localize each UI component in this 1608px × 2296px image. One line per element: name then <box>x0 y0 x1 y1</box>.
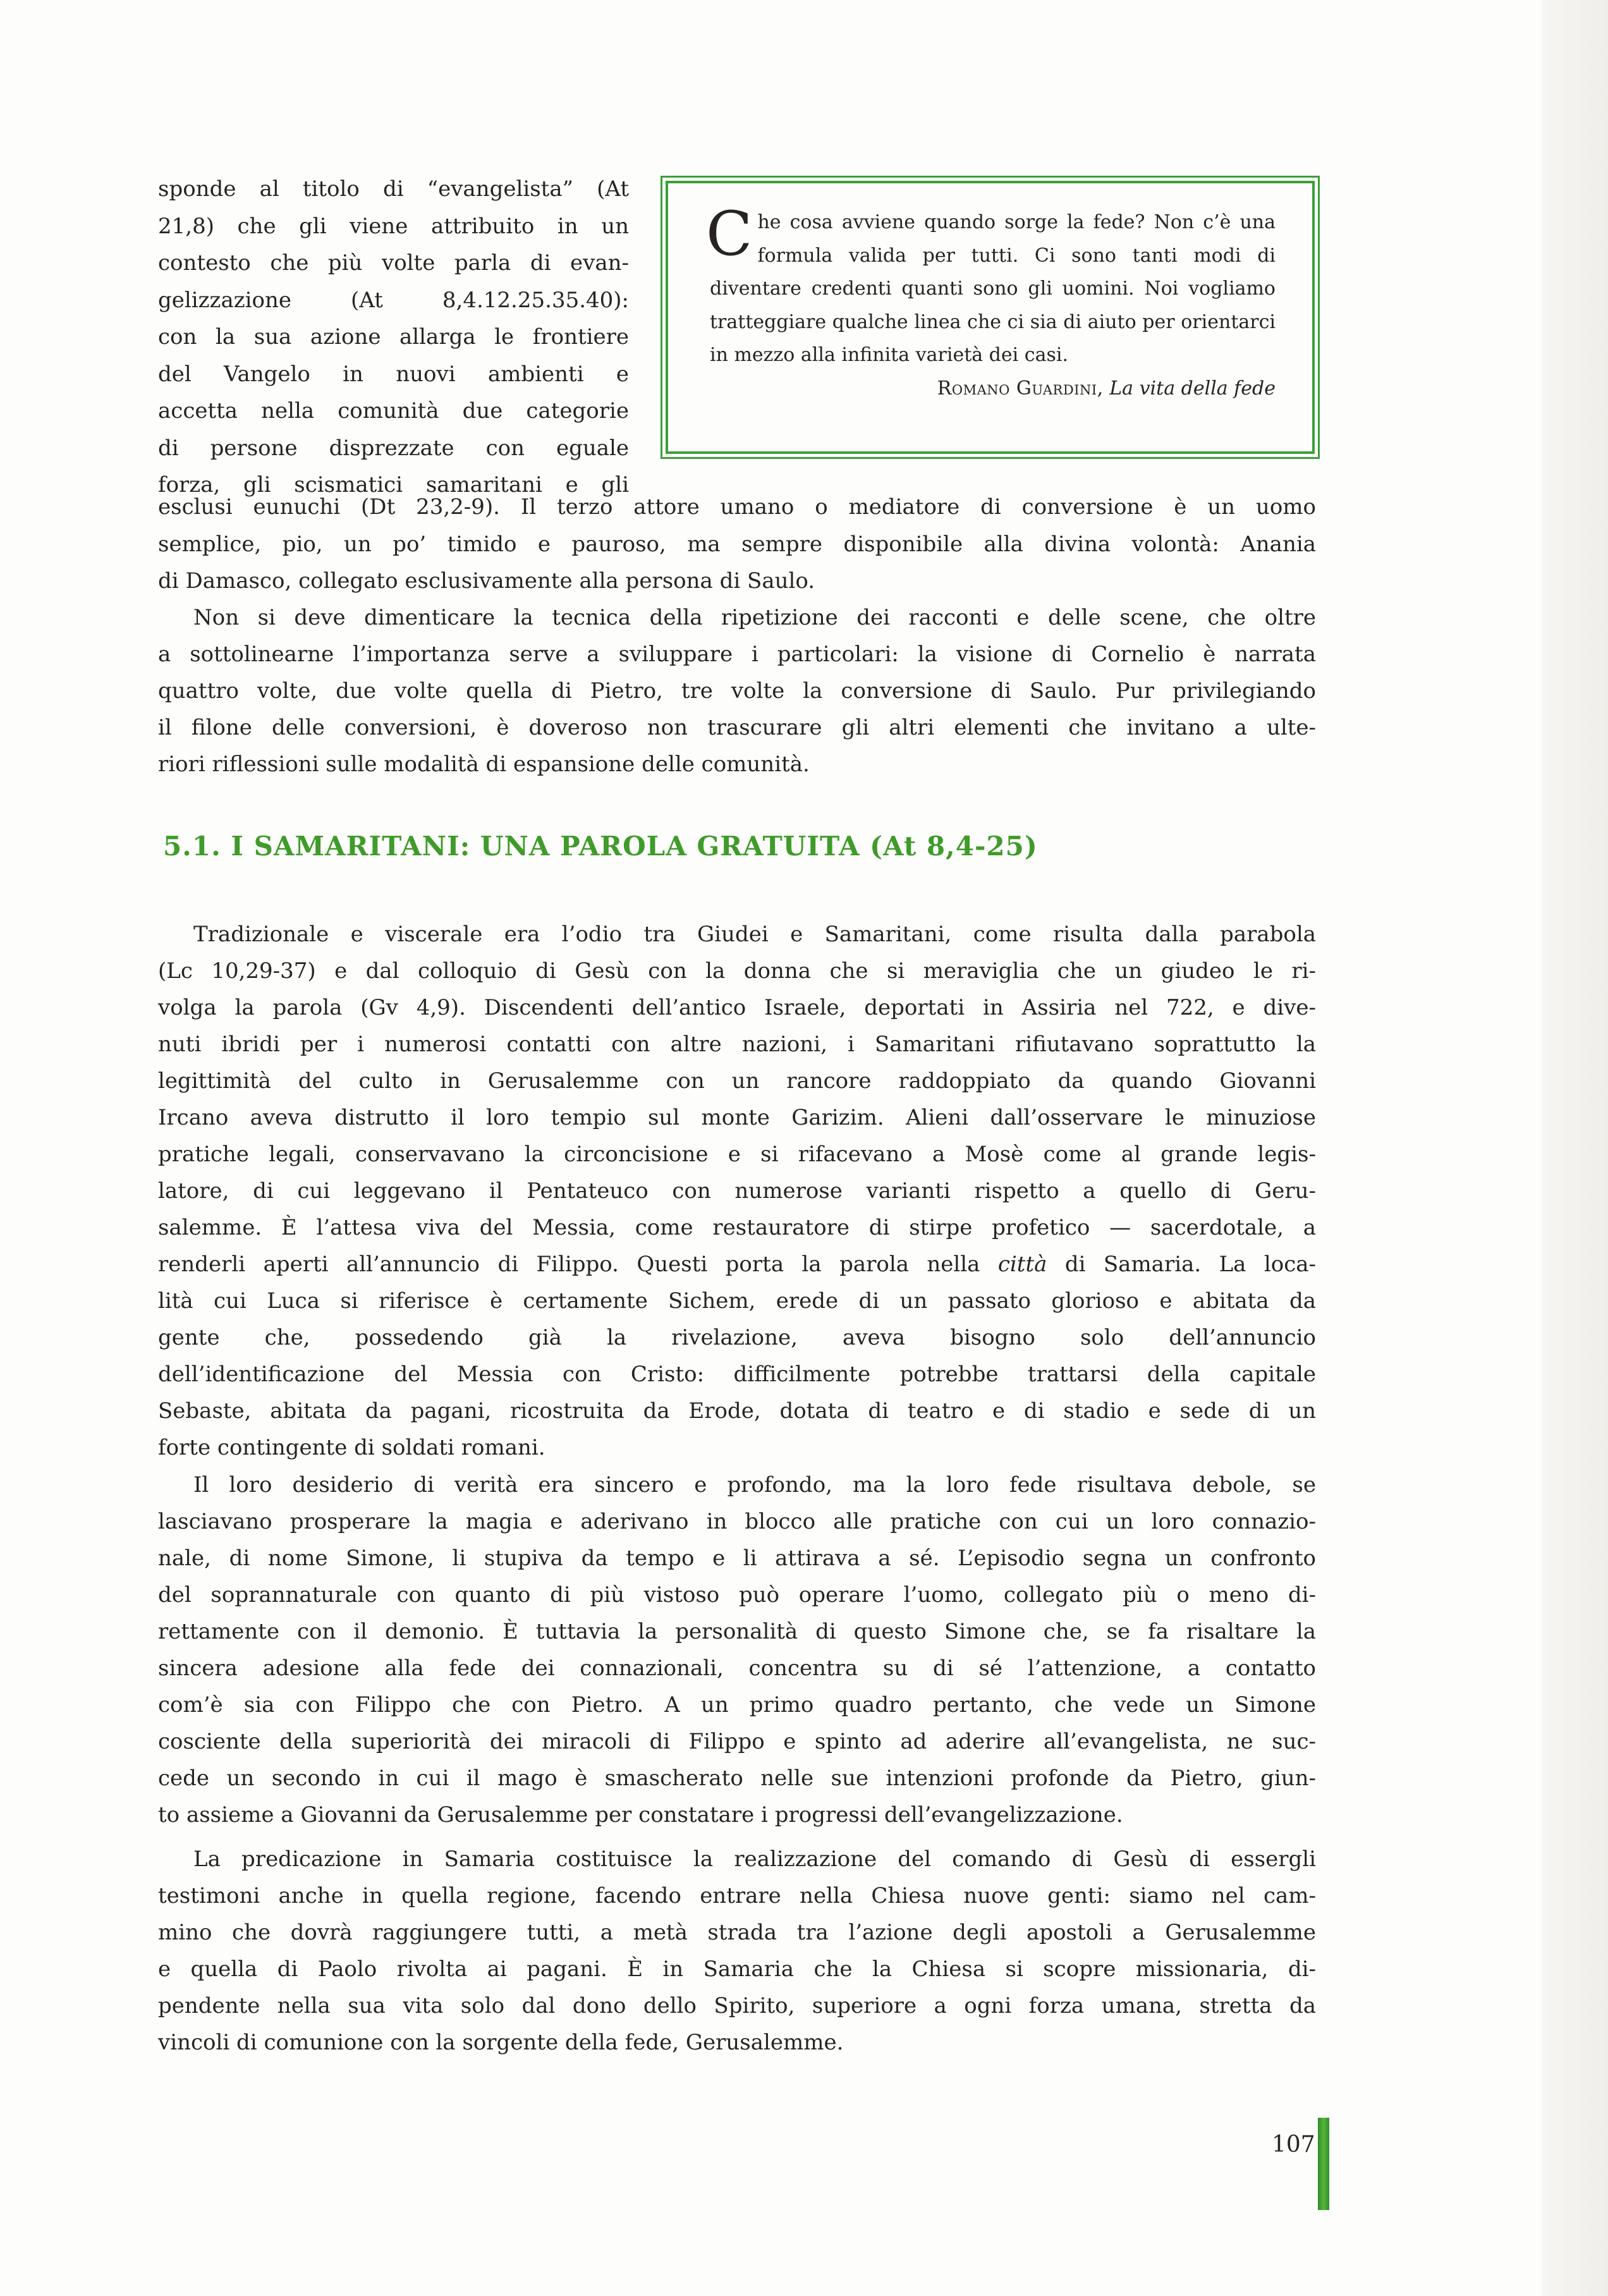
text-line: 21,8) che gli viene attribuito in un <box>158 213 629 239</box>
text-line: pratiche legali, conservavano la circoncisione e si rifacevano a Mosè come al grande legis- <box>158 1142 1316 1167</box>
text-line: legittimità del culto in Gerusalemme con un rancore raddoppiato da quando Giovanni <box>158 1068 1316 1094</box>
text-line: sponde al titolo di “evangelista” (At <box>158 176 629 202</box>
italic-word: città <box>997 1252 1047 1277</box>
text-line: del Vangelo in nuovi ambienti e <box>158 361 629 387</box>
text-line: lasciavano prosperare la magia e aderivano in blocco alle pratiche con cui un loro connazio- <box>158 1509 1316 1534</box>
text-line: gelizzazione (At 8,4.12.25.35.40): <box>158 287 629 313</box>
text-line: cosciente della superiorità dei miracoli di Filippo e spinto ad aderire all’evangelista, ne suc- <box>158 1729 1316 1754</box>
text-line: di Damasco, collegato esclusivamente alla persona di Saulo. <box>158 568 815 594</box>
quote-attribution <box>710 372 1276 405</box>
page-number: 107 <box>1272 2132 1315 2158</box>
text-line: forza, gli scismatici samaritani e gli <box>158 472 629 498</box>
text-fragment: renderli aperti all’annuncio di Filippo. Questi porta la parola nella <box>158 1252 998 1277</box>
text-line: con la sua azione allarga le frontiere <box>158 324 629 350</box>
text-line: Sebaste, abitata da pagani, ricostruita da Erode, dotata di teatro e di stadio e sede di un <box>158 1398 1316 1424</box>
text-line: Non si deve dimenticare la tecnica della ripetizione dei racconti e delle scene, che oltre <box>193 605 1316 630</box>
text-line: to assieme a Giovanni da Gerusalemme per constatare i progressi dell’evangelizzazione. <box>158 1802 1123 1828</box>
text-line: quattro volte, due volte quella di Pietro, tre volte la conversione di Saulo. Pur privilegiando <box>158 678 1316 704</box>
text-line: e quella di Paolo rivolta ai pagani. È in Samaria che la Chiesa si scopre missionaria, di- <box>158 1957 1316 1982</box>
quote-author: Romano Guardini, <box>937 377 1104 400</box>
quote-dropcap: C <box>706 198 753 269</box>
quote-text <box>706 198 1276 372</box>
text-line: Il loro desiderio di verità era sincero e profondo, ma la loro fede risultava debole, se <box>193 1472 1316 1498</box>
text-line: salemme. È l’attesa viva del Messia, come restauratore di stirpe profetico — sacerdotale, a <box>158 1215 1316 1240</box>
text-line: Tradizionale e viscerale era l’odio tra Giudei e Samaritani, come risulta dalla parabola <box>193 922 1316 947</box>
text-line: accetta nella comunità due categorie <box>158 398 629 424</box>
text-line: gente che, possedendo già la rivelazione, aveva bisogno solo dell’annuncio <box>158 1325 1316 1350</box>
text-line: sincera adesione alla fede dei connazionali, concentra su di sé l’attenzione, a contatto <box>158 1656 1316 1681</box>
text-fragment: di Samaria. La loca- <box>1047 1252 1316 1277</box>
text-line: a sottolinearne l’importanza serve a sviluppare i particolari: la visione di Cornelio è narrata <box>158 642 1316 667</box>
text-line: volga la parola (Gv 4,9). Discendenti dell’antico Israele, deportati in Assiria nel 722, e dive- <box>158 995 1316 1020</box>
text-line: Ircano aveva distrutto il loro tempio sul monte Garizim. Alieni dall’osservare le minuziose <box>158 1105 1316 1130</box>
text-line: (Lc 10,29-37) e dal colloquio di Gesù con la donna che si meraviglia che un giudeo le ri- <box>158 958 1316 984</box>
quote-box <box>666 181 1315 454</box>
text-line: pendente nella sua vita solo dal dono dello Spirito, superiore a ogni forza umana, stretta da <box>158 1993 1316 2018</box>
page-edge-shadow <box>1542 0 1608 2296</box>
thumb-index-bar <box>1318 2118 1329 2210</box>
text-line: cede un secondo in cui il mago è smascherato nelle sue intenzioni profonde da Pietro, giun- <box>158 1766 1316 1791</box>
text-line: mino che dovrà raggiungere tutti, a metà strada tra l’azione degli apostoli a Gerusalemme <box>158 1920 1316 1945</box>
quote-work: La vita della fede <box>1109 377 1276 400</box>
text-line: di persone disprezzate con eguale <box>158 435 629 461</box>
quote-body: he cosa avviene quando sorge la fede? Non c’è una formula valida per tutti. Ci sono tanti modi di diventare credenti quanti sono gli uomini. Noi vogliamo tratteggiare qualche linea che ci sia di aiuto per orientarci in mezzo alla infinita varietà dei casi. <box>710 211 1276 366</box>
intro-column <box>158 171 629 504</box>
text-line: del soprannaturale con quanto di più vistoso può operare l’uomo, collegato più o meno di- <box>158 1582 1316 1608</box>
text-line: semplice, pio, un po’ timido e pauroso, ma sempre disponibile alla divina volontà: Anania <box>158 532 1316 557</box>
text-line: rettamente con il demonio. È tuttavia la personalità di questo Simone che, se fa risaltare la <box>158 1619 1316 1644</box>
text-line: riori riflessioni sulle modalità di espansione delle comunità. <box>158 752 810 777</box>
text-line: esclusi eunuchi (Dt 23,2-9). Il terzo attore umano o mediatore di conversione è un uomo <box>158 494 1316 520</box>
text-line: nale, di nome Simone, li stupiva da tempo e li attirava a sé. L’episodio segna un confronto <box>158 1546 1316 1571</box>
text-line: La predicazione in Samaria costituisce la realizzazione del comando di Gesù di essergli <box>193 1847 1316 1872</box>
text-line: il filone delle conversioni, è doveroso non trascurare gli altri elementi che invitano a ulte- <box>158 715 1316 740</box>
text-line: lità cui Luca si riferisce è certamente Sichem, erede di un passato glorioso e abitata da <box>158 1288 1316 1314</box>
text-line: testimoni anche in quella regione, facendo entrare nella Chiesa nuove genti: siamo nel cam- <box>158 1883 1316 1908</box>
text-line <box>158 1246 1316 1283</box>
text-line: com’è sia con Filippo che con Pietro. A un primo quadro pertanto, che vede un Simone <box>158 1692 1316 1718</box>
text-line: vincoli di comunione con la sorgente della fede, Gerusalemme. <box>158 2030 844 2055</box>
section-heading: 5.1. I SAMARITANI: UNA PAROLA GRATUITA (At 8,4-25) <box>163 831 1038 862</box>
text-line: nuti ibridi per i numerosi contatti con altre nazioni, i Samaritani rifiutavano soprattutto la <box>158 1032 1316 1057</box>
text-line: dell’identificazione del Messia con Cristo: difficilmente potrebbe trattarsi della capitale <box>158 1362 1316 1387</box>
text-line: latore, di cui leggevano il Pentateuco con numerose varianti rispetto a quello di Geru- <box>158 1178 1316 1204</box>
text-line: contesto che più volte parla di evan- <box>158 250 629 276</box>
text-line: forte contingente di soldati romani. <box>158 1435 545 1460</box>
